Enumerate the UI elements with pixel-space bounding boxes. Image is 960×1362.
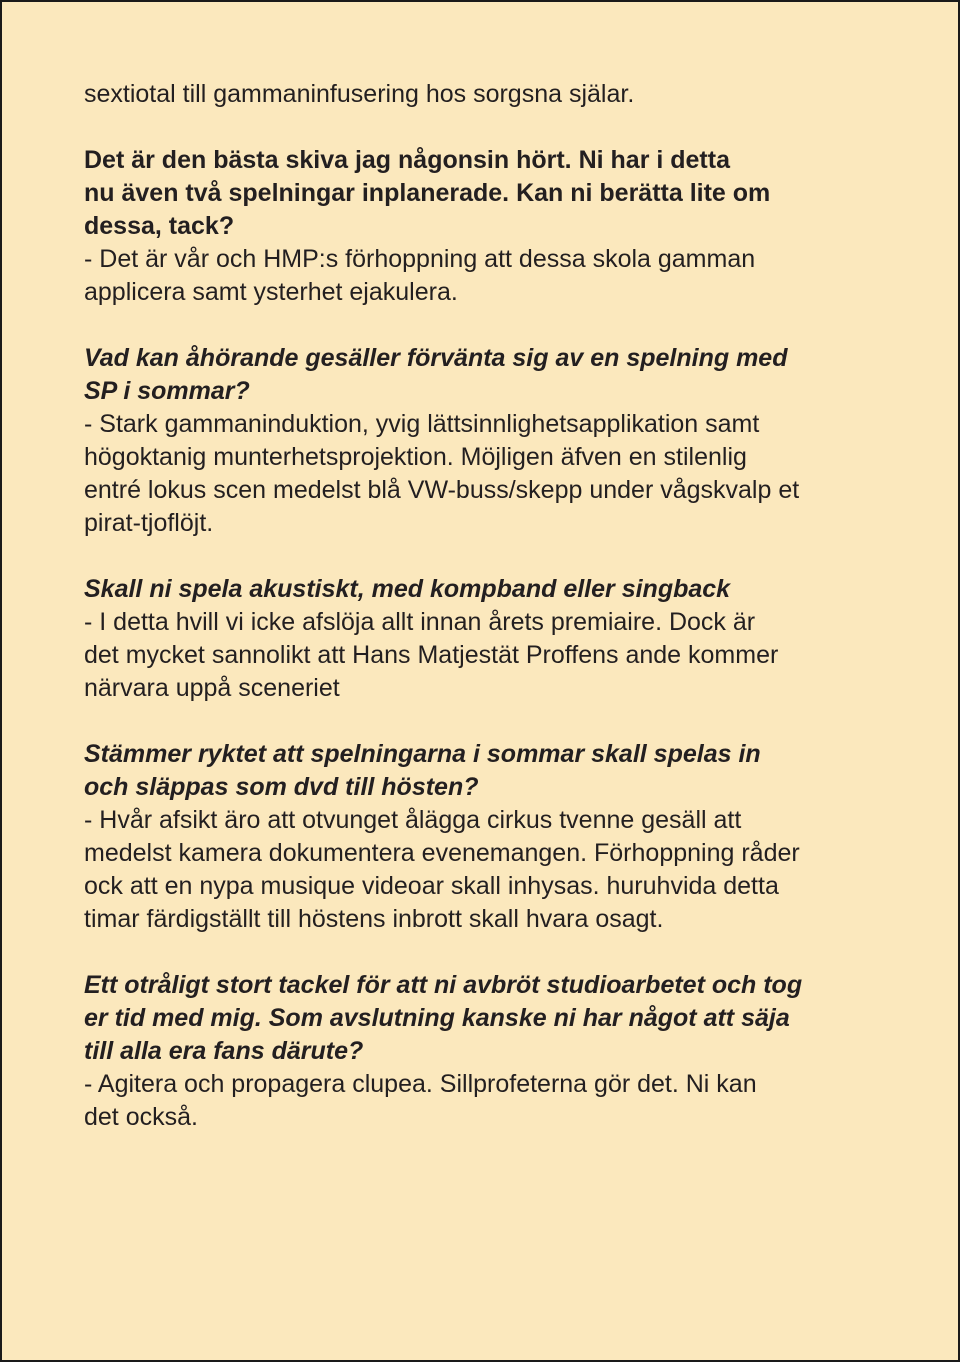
question-line: Stämmer ryktet att spelningarna i sommar skall spelas in <box>84 740 761 768</box>
answer-line: högoktanig munterhetsprojektion. Möjligen äfven en stilenlig <box>84 443 747 471</box>
answer-line: ock att en nypa musique videoar skall inhysas. huruhvida detta <box>84 872 779 900</box>
answer-line: timar färdigställt till höstens inbrott skall hvara osagt. <box>84 905 664 933</box>
answer-line: det också. <box>84 1103 198 1131</box>
answer-line: det mycket sannolikt att Hans Matjestät Proffens ande kommer <box>84 641 779 669</box>
question-line: och släppas som dvd till hösten? <box>84 773 479 801</box>
text-block <box>84 969 904 1134</box>
answer-line: pirat-tjoflöjt. <box>84 509 214 537</box>
question-line: Skall ni spela akustiskt, med kompband eller singback <box>84 575 731 603</box>
text-block <box>84 342 904 540</box>
text-block <box>84 573 904 705</box>
question-line: SP i sommar? <box>84 377 250 405</box>
answer-line: - Stark gammaninduktion, yvig lättsinnlighetsapplikation samt <box>84 410 760 438</box>
answer-line: sextiotal till gammaninfusering hos sorgsna själar. <box>84 80 635 108</box>
question-line: Ett otråligt stort tackel för att ni avbröt studioarbetet och tog <box>84 971 803 999</box>
question-line: dessa, tack? <box>84 212 235 240</box>
question-line: nu även två spelningar inplanerade. Kan ni berätta lite om <box>84 179 771 207</box>
text-block <box>84 738 904 936</box>
answer-line: entré lokus scen medelst blå VW-buss/skepp under vågskvalp et <box>84 476 800 504</box>
question-line: er tid med mig. Som avslutning kanske ni har något att säja <box>84 1004 790 1032</box>
article-body <box>84 78 904 1167</box>
answer-line: - I detta hvill vi icke afslöja allt innan årets premiaire. Dock är <box>84 608 756 636</box>
question-line: Det är den bästa skiva jag någonsin hört. Ni har i detta <box>84 146 730 174</box>
question-line: Vad kan åhörande gesäller förvänta sig av en spelning med <box>84 344 788 372</box>
answer-line: - Hvår afsikt äro att otvunget ålägga cirkus tvenne gesäll att <box>84 806 742 834</box>
text-block <box>84 144 904 309</box>
answer-line: applicera samt ysterhet ejakulera. <box>84 278 458 306</box>
answer-line: - Det är vår och HMP:s förhoppning att dessa skola gamman <box>84 245 756 273</box>
answer-line: - Agitera och propagera clupea. Sillprofeterna gör det. Ni kan <box>84 1070 757 1098</box>
text-block <box>84 78 904 111</box>
question-line: till alla era fans därute? <box>84 1037 364 1065</box>
answer-line: närvara uppå sceneriet <box>84 674 340 702</box>
answer-line: medelst kamera dokumentera evenemangen. Förhoppning råder <box>84 839 800 867</box>
